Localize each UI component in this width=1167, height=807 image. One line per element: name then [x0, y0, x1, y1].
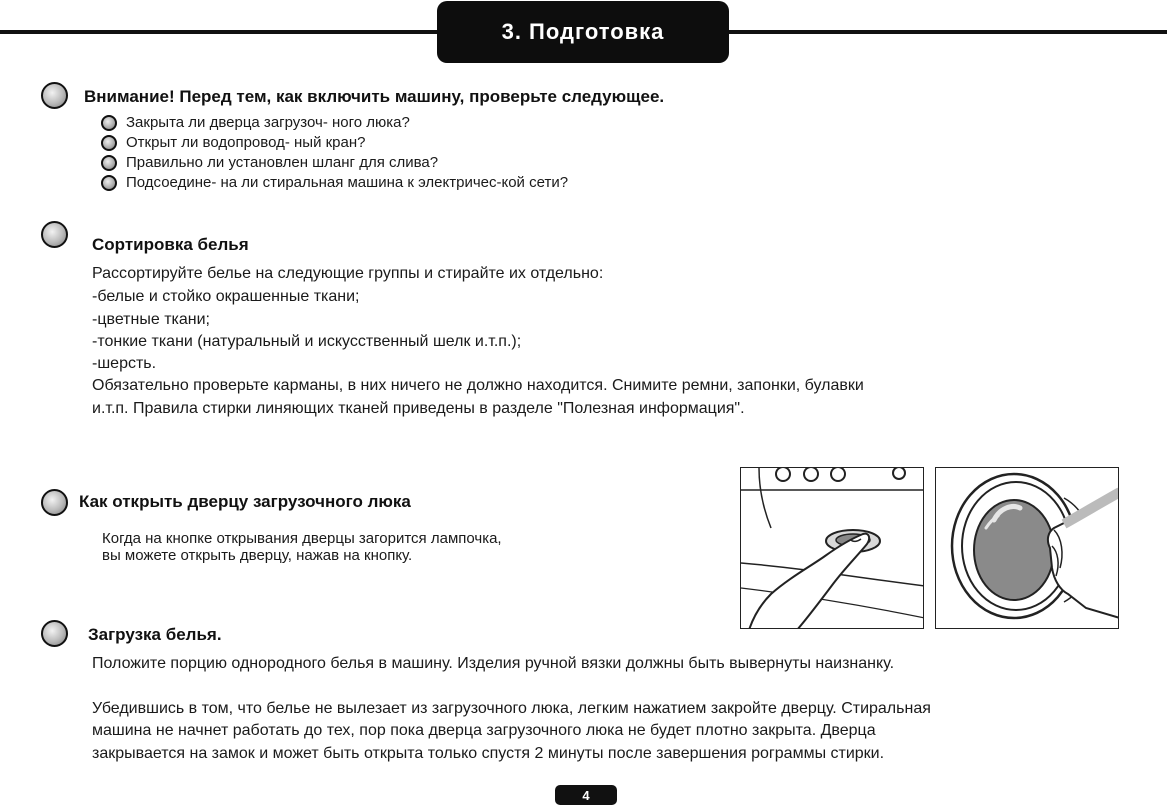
loading-line: Убедившись в том, что белье не вылезает из загрузочного люка, легким нажатием закройте дверцу. Стиральная [92, 700, 931, 717]
section-bullet-icon [41, 221, 68, 248]
section-title: 3. Подготовка [437, 1, 729, 63]
door-button-illustration [740, 467, 924, 629]
loading-line: машина не начнет работать до тех, пор пока дверца загрузочного люка не будет плотно закрыта. Дверца [92, 722, 876, 739]
loading-line: закрывается на замок и может быть открыта только спустя 2 минуты после завершения рограммы стирки. [92, 745, 885, 762]
door-line: вы можете открыть дверцу, нажав на кнопку. [102, 547, 413, 564]
checklist-item: Открыт ли водопровод- ный кран? [126, 134, 366, 151]
checklist-item: Правильно ли установлен шланг для слива? [126, 154, 439, 171]
attention-heading: Внимание! Перед тем, как включить машину, проверьте следующее. [84, 87, 665, 106]
sorting-line: Обязательно проверьте карманы, в них ничего не должно находится. Снимите ремни, запонки, булавки [92, 377, 864, 394]
checklist-item: Закрыта ли дверца загрузоч- ного люка? [126, 114, 410, 131]
loading-line: Положите порцию однородного белья в машину. Изделия ручной вязки должны быть вывернуты наизнанку. [92, 655, 895, 672]
sorting-line: и.т.п. Правила стирки линяющих тканей приведены в разделе "Полезная информация". [92, 400, 745, 417]
door-open-illustration [935, 467, 1119, 629]
sorting-line: -белые и стойко окрашенные ткани; [92, 288, 360, 305]
sorting-heading: Сортировка белья [92, 235, 249, 254]
finger-pressing-button-icon [741, 468, 924, 629]
checklist-item: Подсоедине- на ли стиральная машина к электричес-кой сети? [126, 174, 569, 191]
door-heading: Как открыть дверцу загрузочного люка [79, 492, 411, 511]
opening-door-hand-icon [936, 468, 1119, 629]
list-bullet-icon [101, 155, 117, 171]
list-bullet-icon [101, 135, 117, 151]
list-bullet-icon [101, 175, 117, 191]
section-bullet-icon [41, 82, 68, 109]
section-bullet-icon [41, 489, 68, 516]
door-line: Когда на кнопке открывания дверцы загорится лампочка, [102, 530, 502, 547]
sorting-line: Рассортируйте белье на следующие группы и стирайте их отдельно: [92, 265, 604, 282]
sorting-line: -шерсть. [92, 355, 157, 372]
section-bullet-icon [41, 620, 68, 647]
sorting-line: -цветные ткани; [92, 311, 210, 328]
loading-heading: Загрузка белья. [88, 625, 222, 644]
list-bullet-icon [101, 115, 117, 131]
page-number: 4 [555, 785, 617, 805]
sorting-line: -тонкие ткани (натуральный и искусственный шелк и.т.п.); [92, 333, 522, 350]
